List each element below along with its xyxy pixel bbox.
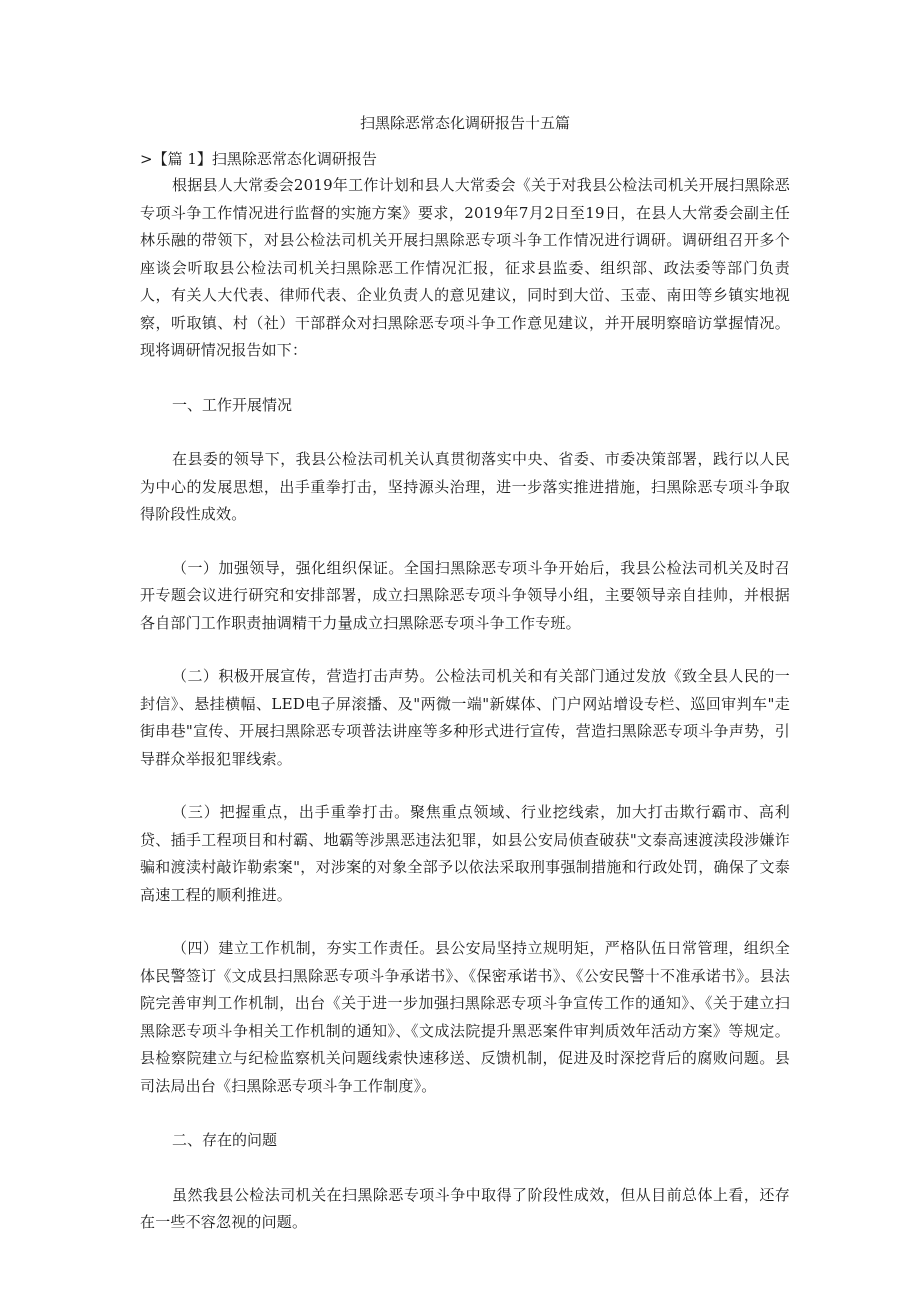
section2-heading: 二、存在的问题	[172, 1131, 278, 1149]
document-page	[140, 112, 790, 1237]
item1-paragraph: （一）加强领导，强化组织保证。全国扫黑除恶专项斗争开始后，我县公检法司机关及时召开专题会议进行研究和安排部署，成立扫黑除恶专项斗争领导小组，主要领导亲自挂帅，并根据各自部门工作职责抽调精干力量成立扫黑除恶专项斗争工作专班。	[140, 558, 790, 632]
chapter-heading: >【篇 1】扫黑除恶常态化调研报告	[140, 150, 377, 168]
section1-intro-paragraph: 在县委的领导下，我县公检法司机关认真贯彻落实中央、省委、市委决策部署，践行以人民为中心的发展思想，出手重拳打击，坚持源头治理，进一步落实推进措施，扫黑除恶专项斗争取得阶段性成效。	[140, 450, 790, 523]
item2-paragraph: （二）积极开展宣传，营造打击声势。公检法司机关和有关部门通过发放《致全县人民的一封信》、悬挂横幅、LED电子屏滚播、及"两微一端"新媒体、门户网站增设专栏、巡回审判车"走街串巷"宣传、开展扫黑除恶专项普法讲座等多种形式进行宣传，营造扫黑除恶专项斗争声势，引导群众举报犯罪线索。	[140, 667, 790, 768]
intro-paragraph: 根据县人大常委会2019年工作计划和县人大常委会《关于对我县公检法司机关开展扫黑除恶专项斗争工作情况进行监督的实施方案》要求，2019年7月2日至19日，在县人大常委会副主任林乐融的带领下，对县公检法司机关开展扫黑除恶专项斗争工作情况进行调研。调研组召开多个座谈会听取县公检法司机关扫黑除恶工作情况汇报，征求县监委、组织部、政法委等部门负责人，有关人大代表、律师代表、企业负责人的意见建议，同时到大峃、玉壶、南田等乡镇实地视察，听取镇、村（社）干部群众对扫黑除恶专项斗争工作意见建议，并开展明察暗访掌握情况。现将调研情况报告如下：	[140, 176, 790, 359]
document-title: 扫黑除恶常态化调研报告十五篇	[359, 114, 570, 132]
section2-intro-paragraph: 虽然我县公检法司机关在扫黑除恶专项斗争中取得了阶段性成效，但从目前总体上看，还存在一些不容忽视的问题。	[140, 1185, 790, 1231]
section1-heading: 一、工作开展情况	[172, 395, 293, 414]
item4-paragraph: （四）建立工作机制，夯实工作责任。县公安局坚持立规明矩，严格队伍日常管理，组织全体民警签订《文成县扫黑除恶专项斗争承诺书》、《保密承诺书》、《公安民警十不准承诺书》。县法院完善审判工作机制，出台《关于进一步加强扫黑除恶专项斗争宣传工作的通知》、《关于建立扫黑除恶专项斗争相关工作机制的通知》、《文成法院提升黑恶案件审判质效年活动方案》等规定。县检察院建立与纪检监察机关问题线索快速移送、反馈机制，促进及时深挖背后的腐败问题。县司法局出台《扫黑除恶专项斗争工作制度》。	[140, 939, 790, 1095]
item3-paragraph: （三）把握重点，出手重拳打击。聚焦重点领域、行业挖线索，加大打击欺行霸市、高利贷、插手工程项目和村霸、地霸等涉黑恶违法犯罪，如县公安局侦查破获"文泰高速渡渎段涉嫌诈骗和渡渎村敲诈勒索案"，对涉案的对象全部予以依法采取刑事强制措施和行政处罚，确保了文泰高速工程的顺利推进。	[140, 803, 790, 904]
